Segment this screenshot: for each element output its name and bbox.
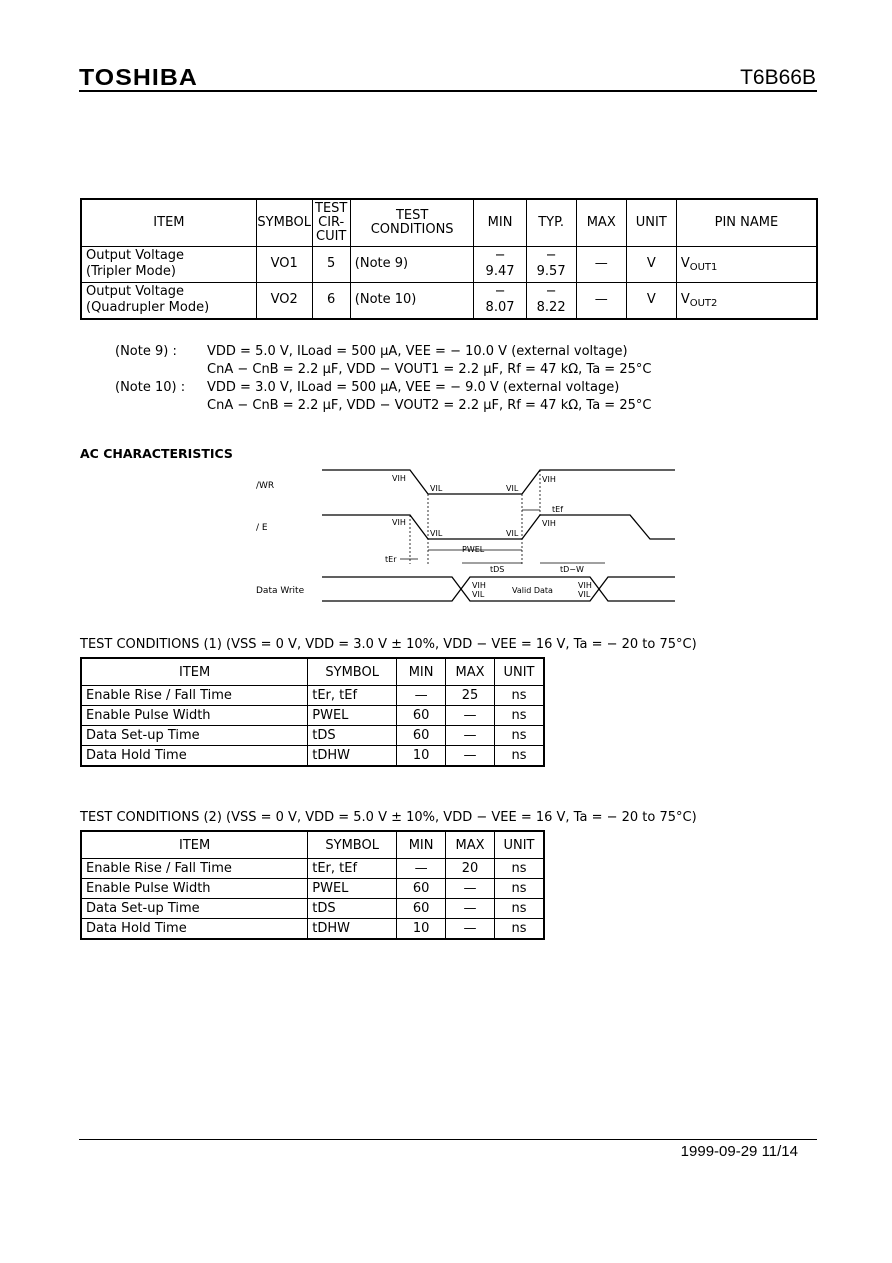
note-10-line1 <box>115 379 651 397</box>
min-cell: 60 <box>397 879 446 899</box>
table-row <box>81 686 544 706</box>
ac-characteristics-title: AC CHARACTERISTICS <box>80 446 233 461</box>
data-vih-right: VIH <box>578 581 592 590</box>
note-9-line1 <box>115 343 651 361</box>
symbol-cell: PWEL <box>308 706 397 726</box>
table-row <box>81 859 544 879</box>
max-cell: — <box>446 899 495 919</box>
e-vih-left: VIH <box>392 518 406 527</box>
note-9-text1: VDD = 5.0 V, ILoad = 500 μA, VEE = − 10.0 V (external voltage) <box>207 344 628 359</box>
max-cell: 20 <box>446 859 495 879</box>
e-vil-left: VIL <box>430 529 443 538</box>
note-9-line2 <box>115 361 651 379</box>
col-item: ITEM <box>81 199 256 246</box>
wr-vil-left: VIL <box>430 484 443 493</box>
item-cell: Data Hold Time <box>81 919 308 940</box>
unit-cell: ns <box>495 879 545 899</box>
symbol-cell: PWEL <box>308 879 397 899</box>
col-test-circuit: TEST CIR- CUIT <box>312 199 350 246</box>
max-cell: — <box>446 706 495 726</box>
max-cell: — <box>446 746 495 767</box>
unit-cell: ns <box>495 899 545 919</box>
signal-wr-label: /WR <box>256 481 275 491</box>
unit-cell: V <box>626 282 676 319</box>
max-cell: — <box>576 282 626 319</box>
circuit-cell: 6 <box>312 282 350 319</box>
min-cell: — <box>397 859 446 879</box>
test-conditions-1-table <box>80 657 545 767</box>
col-item: ITEM <box>81 658 308 686</box>
typ-cell: − 8.22 <box>526 282 576 319</box>
symbol-cell: tEr, tEf <box>308 686 397 706</box>
col-unit: UNIT <box>495 658 545 686</box>
header-rule <box>79 90 817 92</box>
symbol-cell: VO1 <box>256 246 312 282</box>
table-row <box>81 899 544 919</box>
table-row <box>81 879 544 899</box>
unit-cell: ns <box>495 686 545 706</box>
wr-vil-right: VIL <box>506 484 519 493</box>
item-cell <box>81 246 256 282</box>
e-vih-right: VIH <box>542 519 556 528</box>
item-cell: Enable Pulse Width <box>81 879 308 899</box>
unit-cell: ns <box>495 746 545 767</box>
data-waveform-lower <box>322 577 675 601</box>
symbol-cell: tDS <box>308 899 397 919</box>
data-vil-left: VIL <box>472 590 485 599</box>
table-row <box>81 246 817 282</box>
unit-cell: ns <box>495 919 545 940</box>
unit-cell: ns <box>495 859 545 879</box>
col-typ: TYP. <box>526 199 576 246</box>
item-cell: Data Set-up Time <box>81 899 308 919</box>
wr-waveform <box>322 470 675 494</box>
item-cell: Enable Rise / Fall Time <box>81 686 308 706</box>
item-cell: Data Set-up Time <box>81 726 308 746</box>
col-max: MAX <box>446 831 495 859</box>
footer-date-page: 1999-09-29 11/14 <box>680 1143 798 1160</box>
pin-sub: OUT1 <box>689 262 718 273</box>
table-row <box>81 919 544 940</box>
col-min: MIN <box>397 831 446 859</box>
circuit-cell: 5 <box>312 246 350 282</box>
electrical-characteristics-table <box>80 198 818 320</box>
item-cell: Data Hold Time <box>81 746 308 767</box>
conditions-cell: (Note 10) <box>350 282 474 319</box>
test-conditions-1-title: TEST CONDITIONS (1) (VSS = 0 V, VDD = 3.0 V ± 10%, VDD − VEE = 16 V, Ta = − 20 to 75°C) <box>80 637 697 652</box>
note-9-label: (Note 9) : <box>115 344 177 359</box>
ter-label: tEr <box>385 555 397 564</box>
pin-name: V <box>680 292 690 307</box>
pin-sub: OUT2 <box>689 298 718 309</box>
min-cell: − 9.47 <box>474 246 526 282</box>
part-number: T6B66B <box>740 66 816 89</box>
pwel-label: PWEL <box>462 545 485 554</box>
table-row <box>81 282 817 319</box>
max-cell: — <box>446 919 495 940</box>
pin-cell <box>676 282 817 319</box>
item-cell: Enable Pulse Width <box>81 706 308 726</box>
conditions-cell: (Note 9) <box>350 246 474 282</box>
typ-cell: − 9.57 <box>526 246 576 282</box>
min-cell: 60 <box>397 706 446 726</box>
col-symbol: SYMBOL <box>308 658 397 686</box>
unit-cell: V <box>626 246 676 282</box>
table-header-row <box>81 831 544 859</box>
col-max: MAX <box>576 199 626 246</box>
col-item: ITEM <box>81 831 308 859</box>
e-vil-right: VIL <box>506 529 519 538</box>
min-cell: − 8.07 <box>474 282 526 319</box>
max-cell: — <box>576 246 626 282</box>
col-symbol: SYMBOL <box>256 199 312 246</box>
note-10-line2 <box>115 397 651 415</box>
symbol-cell: tDHW <box>308 919 397 940</box>
note-10-text2: CnA − CnB = 2.2 μF, VDD − VOUT2 = 2.2 μF, Rf = 47 kΩ, Ta = 25°C <box>207 398 652 413</box>
footer-rule <box>79 1139 817 1140</box>
min-cell: 60 <box>397 899 446 919</box>
item-cell: Enable Rise / Fall Time <box>81 859 308 879</box>
max-cell: — <box>446 879 495 899</box>
notes-block <box>115 343 651 415</box>
table-row <box>81 746 544 767</box>
unit-cell: ns <box>495 706 545 726</box>
item-line1: Output Voltage <box>86 248 185 263</box>
tef-label: tEf <box>552 505 564 514</box>
timing-diagram <box>240 460 685 610</box>
table-header-row <box>81 658 544 686</box>
max-cell: — <box>446 726 495 746</box>
min-cell: — <box>397 686 446 706</box>
col-max: MAX <box>446 658 495 686</box>
wr-vih-left: VIH <box>392 474 406 483</box>
tdhw-label: tD−W <box>560 565 584 574</box>
table-row <box>81 726 544 746</box>
pin-name: V <box>680 256 690 271</box>
item-line2: (Tripler Mode) <box>86 264 176 279</box>
table-header-row <box>81 199 817 246</box>
col-symbol: SYMBOL <box>308 831 397 859</box>
signal-e-label: / E <box>256 523 268 533</box>
e-waveform <box>322 515 675 539</box>
valid-data-label: Valid Data <box>512 586 553 595</box>
symbol-cell: tEr, tEf <box>308 859 397 879</box>
table-row <box>81 706 544 726</box>
min-cell: 60 <box>397 726 446 746</box>
data-vih-left: VIH <box>472 581 486 590</box>
col-unit: UNIT <box>626 199 676 246</box>
symbol-cell: VO2 <box>256 282 312 319</box>
max-cell: 25 <box>446 686 495 706</box>
company-logo: TOSHIBA <box>79 64 198 90</box>
col-test-conditions: TEST CONDITIONS <box>350 199 474 246</box>
min-cell: 10 <box>397 746 446 767</box>
test-conditions-2-table <box>80 830 545 940</box>
col-min: MIN <box>397 658 446 686</box>
unit-cell: ns <box>495 726 545 746</box>
min-cell: 10 <box>397 919 446 940</box>
tds-label: tDS <box>490 565 505 574</box>
note-10-text1: VDD = 3.0 V, ILoad = 500 μA, VEE = − 9.0 V (external voltage) <box>207 380 620 395</box>
note-9-text2: CnA − CnB = 2.2 μF, VDD − VOUT1 = 2.2 μF, Rf = 47 kΩ, Ta = 25°C <box>207 362 652 377</box>
symbol-cell: tDHW <box>308 746 397 767</box>
note-10-label: (Note 10) : <box>115 380 186 395</box>
signal-data-label: Data Write <box>256 586 305 596</box>
data-waveform-upper <box>322 577 675 601</box>
test-conditions-2-title: TEST CONDITIONS (2) (VSS = 0 V, VDD = 5.0 V ± 10%, VDD − VEE = 16 V, Ta = − 20 to 75°C) <box>80 810 697 825</box>
symbol-cell: tDS <box>308 726 397 746</box>
data-vil-right: VIL <box>578 590 591 599</box>
col-min: MIN <box>474 199 526 246</box>
col-pin-name: PIN NAME <box>676 199 817 246</box>
item-line1: Output Voltage <box>86 284 185 299</box>
wr-vih-right: VIH <box>542 475 556 484</box>
col-unit: UNIT <box>495 831 545 859</box>
item-line2: (Quadrupler Mode) <box>86 300 210 315</box>
item-cell <box>81 282 256 319</box>
pin-cell <box>676 246 817 282</box>
